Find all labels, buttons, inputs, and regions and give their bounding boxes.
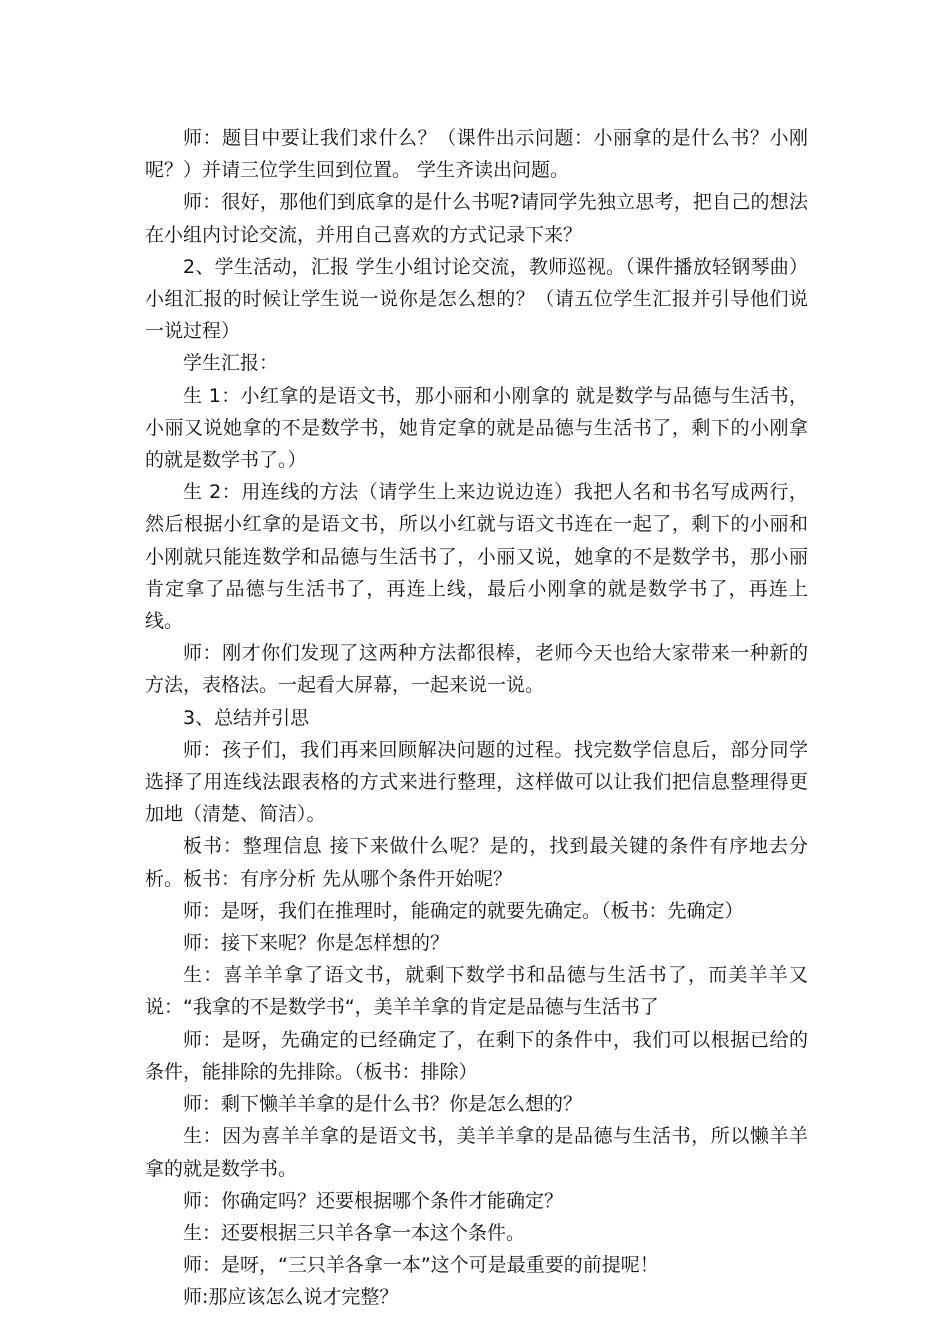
paragraph-12: 师：接下来呢？你是怎样想的？: [183, 932, 450, 955]
paragraph-20: 师:那应该怎么说才完整？: [183, 1286, 399, 1309]
paragraph-15: 师：剩下懒羊羊拿的是什么书？你是怎么想的？: [183, 1093, 583, 1116]
document-body: [145, 122, 808, 1314]
paragraph-18: 生：还要根据三只羊各拿一本这个条件。: [183, 1221, 526, 1244]
paragraph-1: 师：题目中要让我们求什么？（课件出示问题：小丽拿的是什么书？小刚呢？）并请三位学生回到位置。 学生齐读出问题。: [145, 127, 808, 182]
paragraph-14: 师：是呀，先确定的已经确定了，在剩下的条件中，我们可以根据已给的条件，能排除的先排除。（板书：排除）: [145, 1028, 808, 1083]
paragraph-16: 生：因为喜羊羊拿的是语文书，美羊羊拿的是品德与生活书，所以懒羊羊拿的就是数学书。: [145, 1125, 808, 1180]
paragraph-11: 师：是呀，我们在推理时，能确定的就要先确定。（板书：先确定）: [183, 899, 744, 922]
paragraph-7: 师：刚才你们发现了这两种方法都很棒，老师今天也给大家带来一种新的方法，表格法。一起看大屏幕，一起来说一说。: [145, 642, 808, 697]
paragraph-19: 师：是呀，“三只羊各拿一本”这个可是最重要的前提呢！: [183, 1254, 659, 1277]
paragraph-10: 板书：整理信息 接下来做什么呢？是的，找到最关键的条件有序地去分析。板书：有序分析 先从哪个条件开始呢？: [145, 835, 808, 890]
paragraph-4: 学生汇报：: [183, 352, 279, 375]
paragraph-3: 2、学生活动，汇报 学生小组讨论交流，教师巡视。（课件播放轻钢琴曲）小组汇报的时候让学生说一说你是怎么想的？（请五位学生汇报并引导他们说一说过程）: [145, 255, 808, 343]
paragraph-9: 师：孩子们，我们再来回顾解决问题的过程。找完数学信息后，部分同学选择了用连线法跟表格的方式来进行整理，这样做可以让我们把信息整理得更加地（清楚、简洁）。: [145, 738, 808, 826]
paragraph-13: 生：喜羊羊拿了语文书，就剩下数学书和品德与生活书了，而美羊羊又说：“我拿的不是数学书“，美羊羊拿的肯定是品德与生活书了: [145, 964, 808, 1019]
paragraph-8: 3、总结并引思: [183, 706, 310, 729]
paragraph-5: 生 1：小红拿的是语文书，那小丽和小刚拿的 就是数学与品德与生活书，小丽又说她拿的不是数学书，她肯定拿的就是品德与生活书了，剩下的小刚拿的就是数学书了。）: [145, 384, 808, 472]
paragraph-17: 师：你确定吗？还要根据哪个条件才能确定？: [183, 1189, 564, 1212]
paragraph-2: 师：很好，那他们到底拿的是什么书呢?请同学先独立思考，把自己的想法在小组内讨论交流，并用自己喜欢的方式记录下来？: [145, 191, 808, 246]
paragraph-6: 生 2：用连线的方法（请学生上来边说边连）我把人名和书名写成两行，然后根据小红拿的是语文书，所以小红就与语文书连在一起了，剩下的小丽和小刚就只能连数学和品德与生活书了，小丽又说，她拿的不是数学书，那小丽肯定拿了品德与生活书了，再连上线，最后小刚拿的就是数学书了，再连上线。: [145, 481, 808, 633]
